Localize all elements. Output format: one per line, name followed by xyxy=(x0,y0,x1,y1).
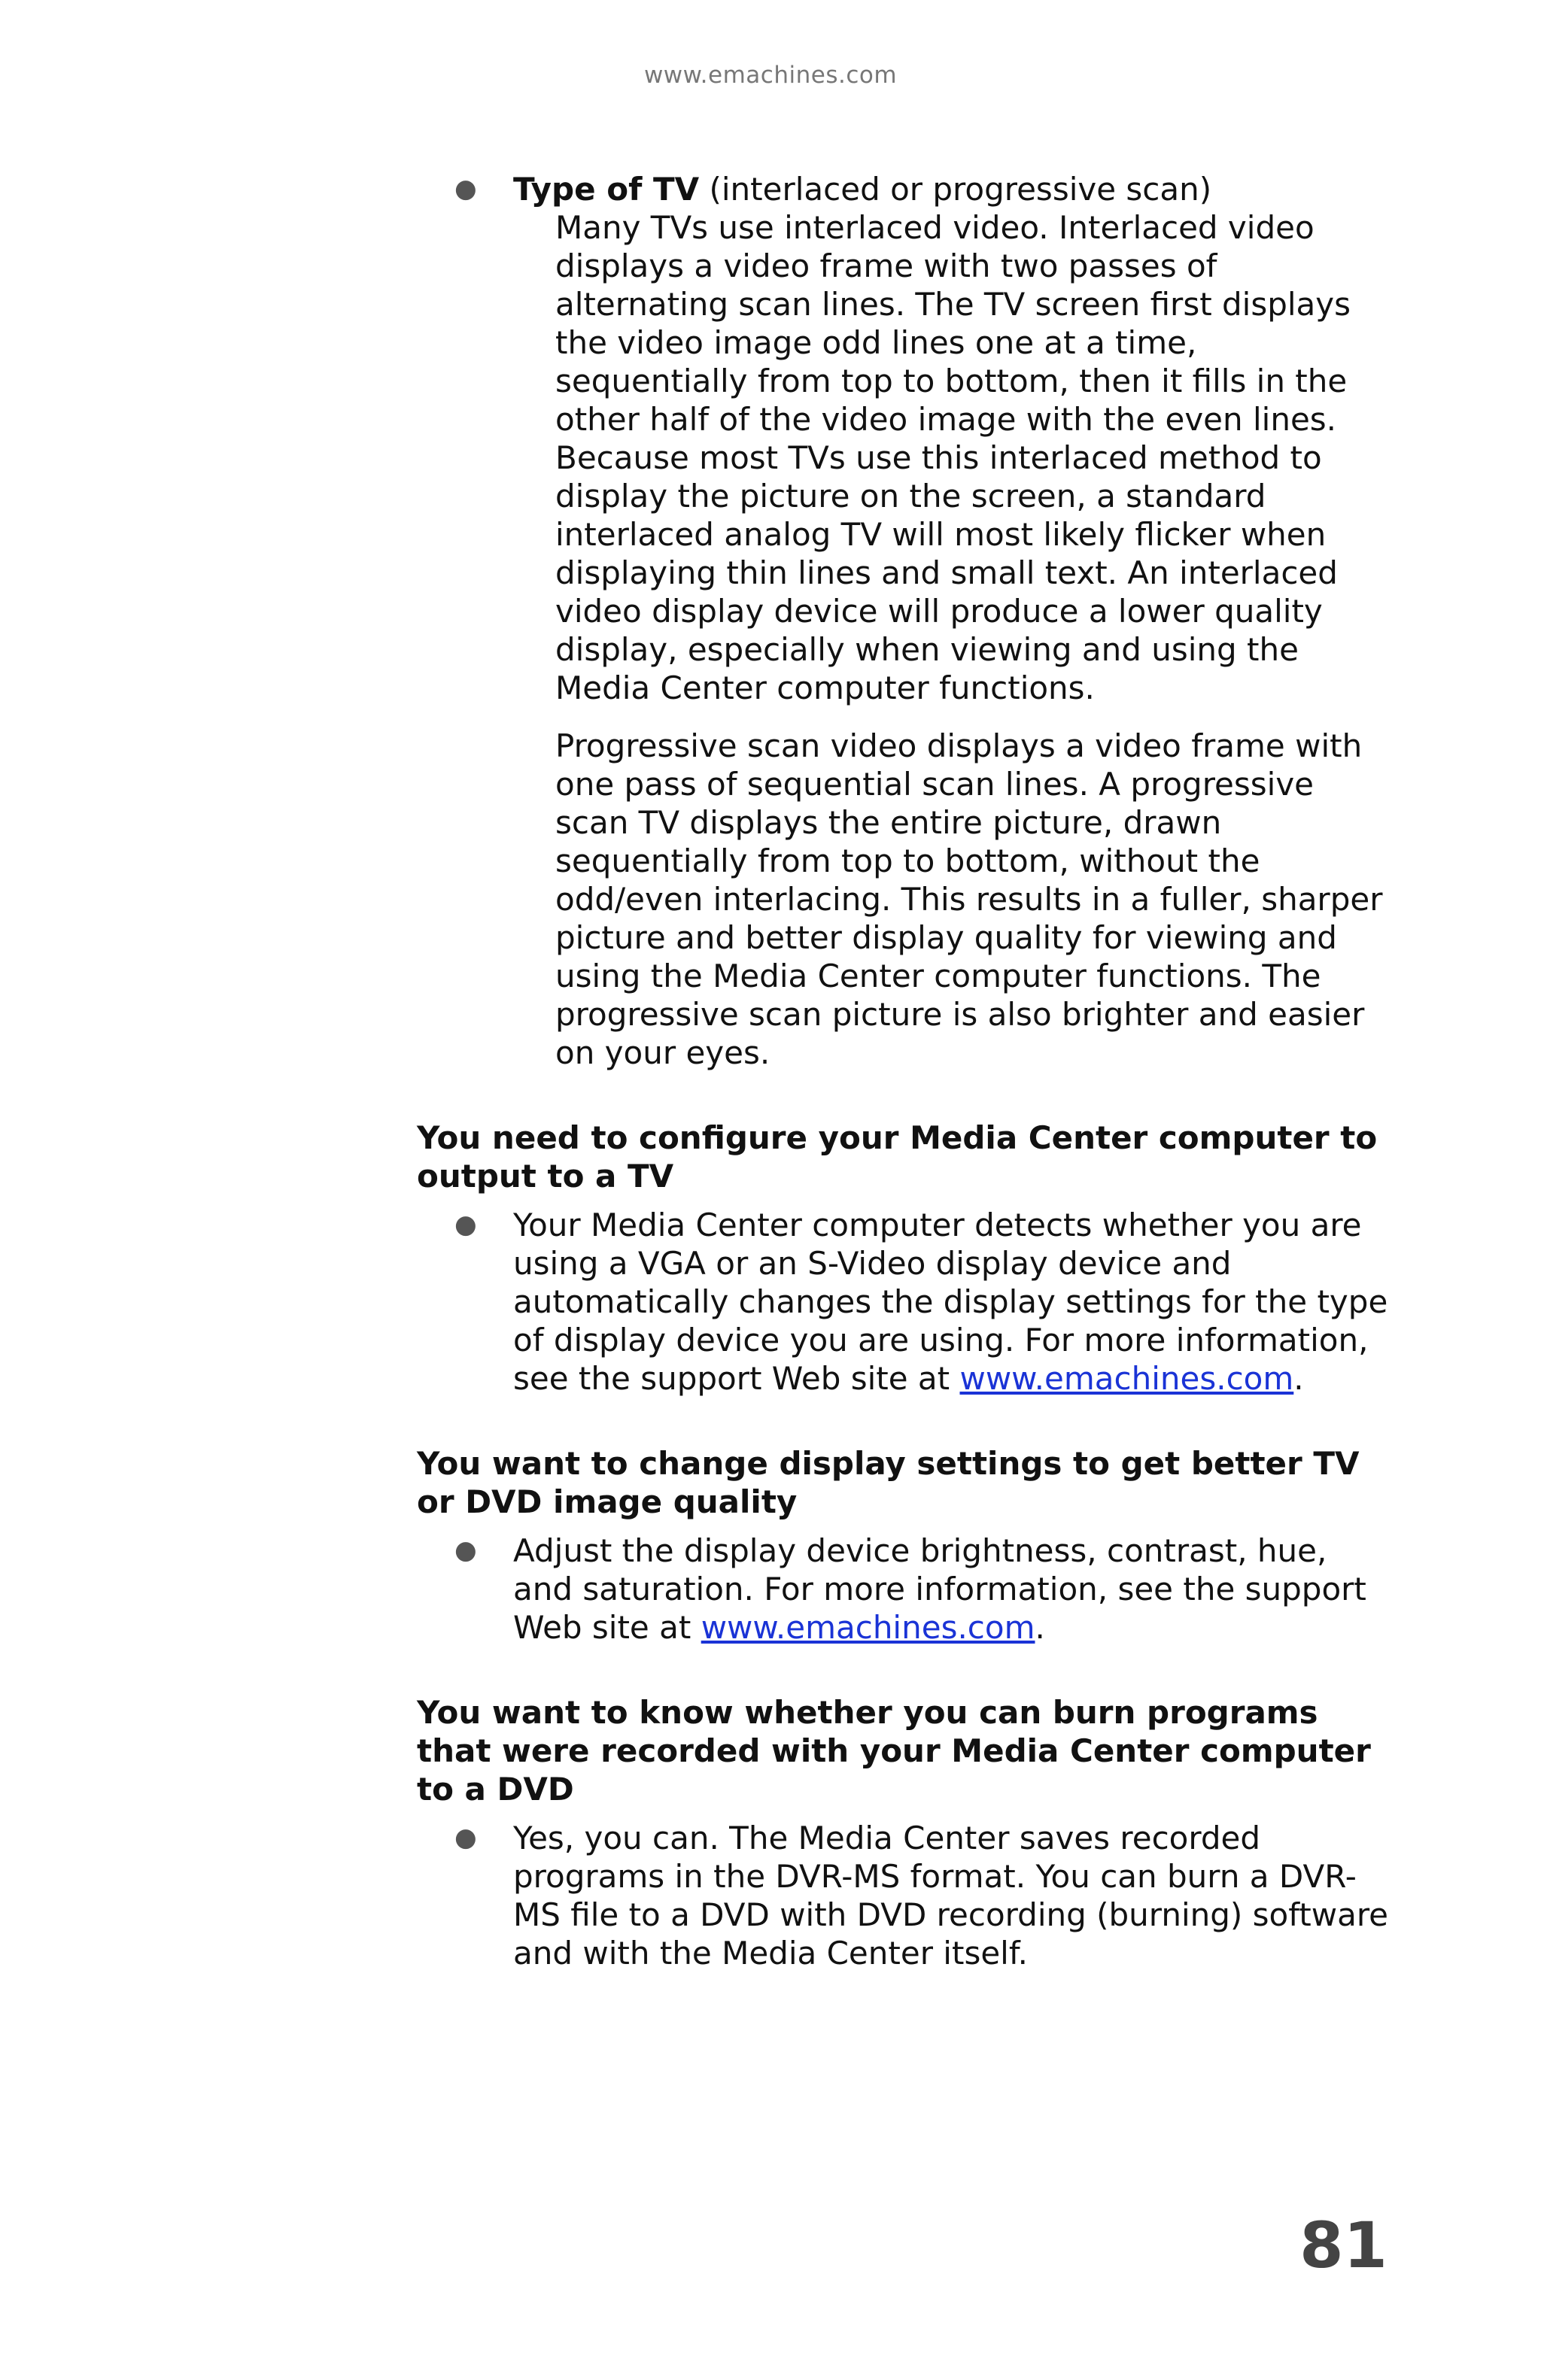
bullet-icon: ● xyxy=(454,1210,477,1240)
section-heading-burn-dvd: You want to know whether you can burn programs that were recorded with your Media Center computer to a DVD xyxy=(417,1694,1371,1808)
bullet-type-of-tv xyxy=(417,170,1395,208)
bullet-configure xyxy=(417,1206,1395,1398)
section-heading-display-settings: You want to change display settings to get better TV or DVD image quality xyxy=(417,1445,1360,1520)
bullet-icon: ● xyxy=(454,1535,477,1565)
support-link[interactable]: www.emachines.com xyxy=(959,1360,1294,1397)
term-type-of-tv: Type of TV xyxy=(513,171,700,208)
header-url: www.emachines.com xyxy=(643,62,898,89)
bullet-heading-line xyxy=(513,170,1395,208)
bullet-text xyxy=(513,1206,1395,1398)
bullet-burn-dvd xyxy=(417,1819,1395,1972)
progressive-paragraph: Progressive scan video displays a video frame with one pass of sequential scan lines. A progressive scan TV displays the entire picture, drawn sequentially from top to bottom, without the odd/even interlacing. This results in a fuller, sharper picture and better display quality for viewing and using the Media Center computer functions. The progressive scan picture is also brighter and easier on your eyes. xyxy=(555,727,1383,1071)
interlaced-paragraph: Many TVs use interlaced video. Interlaced video displays a video frame with two passes of alternating scan lines. The TV screen first displays the video image odd lines one at a time, sequentially from top to bottom, then it fills in the other half of the video image with the even lines. Because most TVs use this interlaced method to display the picture on the screen, a standard interlaced analog TV will most likely flicker when displaying thin lines and small text. An interlaced video display device will produce a lower quality display, especially when viewing and using the Media Center computer functions. xyxy=(555,209,1351,706)
bullet-body: Your Media Center computer detects whether you are using a VGA or an S-Video display device and automatically changes the display settings for the type of display device you are using. For more information, see the support Web site at xyxy=(513,1207,1388,1397)
page-number: 81 xyxy=(1299,2208,1388,2282)
bullet-text xyxy=(513,1532,1395,1647)
bullet-icon: ● xyxy=(454,174,477,204)
bullet-icon: ● xyxy=(454,1823,477,1853)
page-content xyxy=(417,170,1395,1972)
support-link[interactable]: www.emachines.com xyxy=(701,1609,1035,1646)
term-detail: (interlaced or progressive scan) xyxy=(699,171,1212,208)
bullet-text: Yes, you can. The Media Center saves recorded programs in the DVR-MS format. You can burn a DVR-MS file to a DVD with DVD recording (burning) software and with the Media Center itself. xyxy=(513,1820,1388,1972)
bullet-end: . xyxy=(1035,1609,1045,1646)
bullet-body: Adjust the display device brightness, contrast, hue, and saturation. For more information, see the support Web site at xyxy=(513,1532,1366,1646)
bullet-display-settings xyxy=(417,1532,1395,1647)
bullet-end: . xyxy=(1293,1360,1304,1397)
section-heading-configure: You need to configure your Media Center computer to output to a TV xyxy=(417,1119,1378,1195)
